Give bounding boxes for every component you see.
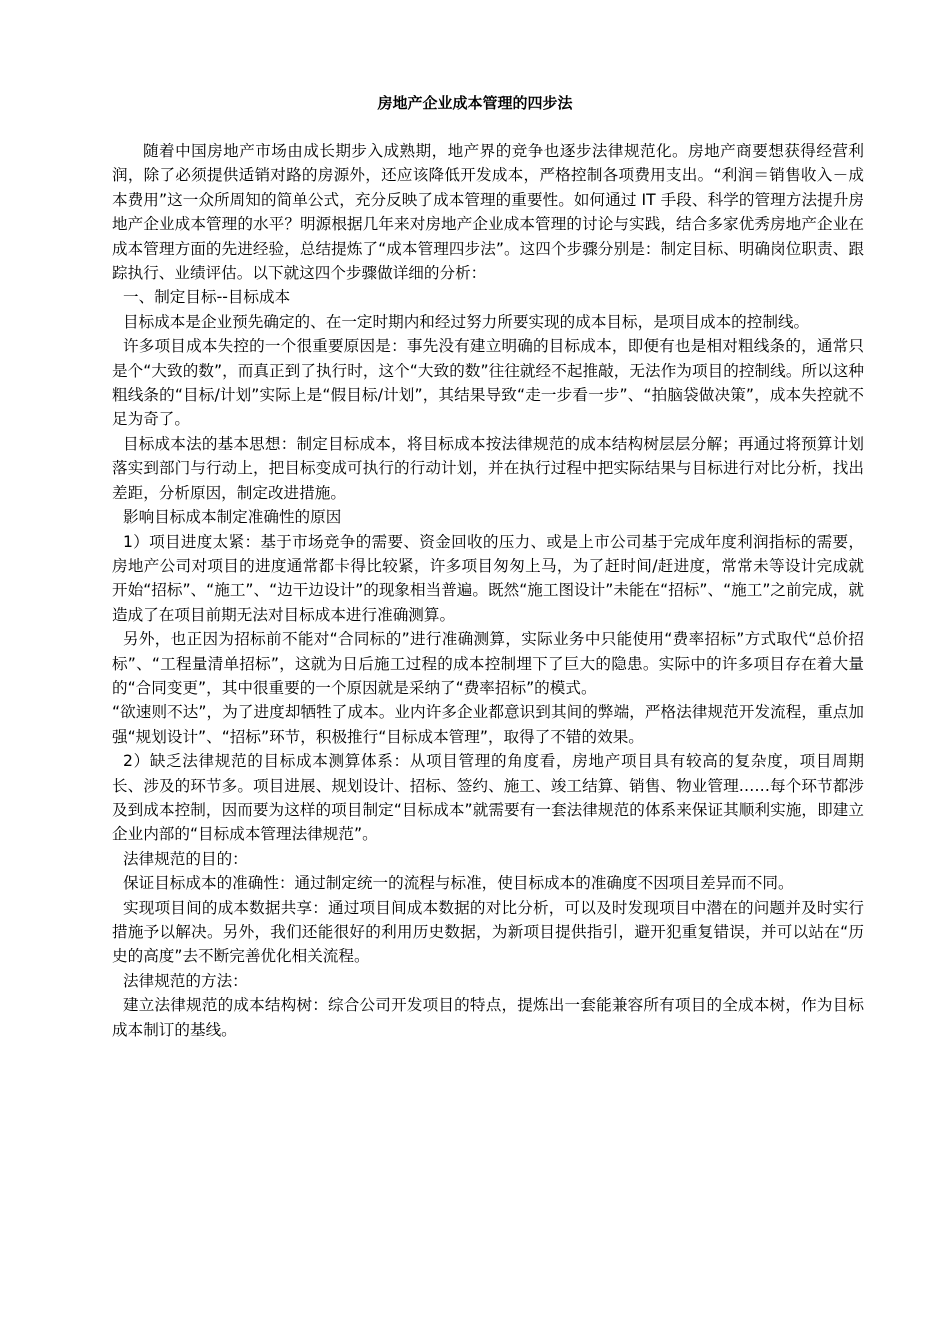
section-heading-1: 一、制定目标--目标成本 <box>123 288 291 307</box>
paragraph: 建立法律规范的成本结构树：综合公司开发项目的特点，提炼出一套能兼容所有项目的全成本树，作为目标成本制订的基线。 <box>112 996 864 1039</box>
paragraph: 另外，也正因为招标前不能对“合同标的”进行准确测算，实际业务中只能使用“费率招标”方式取代“总价招标”、“工程量清单招标”，这就为日后施工过程的成本控制埋下了巨大的隐患。实际中的许多项目存在着大量的“合同变更”，其中很重要的一个原因就是采纳了“费率招标”的模式。 <box>112 630 864 697</box>
paragraph: 许多项目成本失控的一个很重要原因是：事先没有建立明确的目标成本，即便有也是相对粗线条的，通常只是个“大致的数”，而真正到了执行时，这个“大致的数”往往就经不起推敲，无法作为项目的控制线。所以这种粗线条的“目标/计划”实际上是“假目标/计划”，其结果导致“走一步看一步”、“拍脑袋做决策”，成本失控就不足为奇了。 <box>112 337 864 429</box>
paragraph-intro: 随着中国房地产市场由成长期步入成熟期，地产界的竞争也逐步法律规范化。房地产商要想获得经营利润，除了必须提供适销对路的房源外，还应该降低开发成本，严格控制各项费用支出。“利润＝销售收入－成本费用”这一众所周知的简单公式，充分反映了成本管理的重要性。如何通过 IT 手段、科学的管理方法提升房地产企业成本管理的水平？明源根据几年来对房地产企业成本管理的讨论与实践，结合多家优秀房地产企业在成本管理方面的先进经验，总结提炼了“成本管理四步法”。这四个步骤分别是：制定目标、明确岗位职责、跟踪执行、业绩评估。以下就这四个步骤做详细的分析： <box>112 142 864 283</box>
paragraph: 保证目标成本的准确性：通过制定统一的流程与标准，使目标成本的准确度不因项目差异而不同。 <box>123 874 794 893</box>
paragraph: 目标成本法的基本思想：制定目标成本，将目标成本按法律规范的成本结构树层层分解；再通过将预算计划落实到部门与行动上，把目标变成可执行的行动计划，并在执行过程中把实际结果与目标进行对比分析，找出差距，分析原因，制定改进措施。 <box>112 434 864 502</box>
paragraph: 目标成本是企业预先确定的、在一定时期内和经过努力所要实现的成本目标，是项目成本的控制线。 <box>123 312 810 331</box>
paragraph: 2）缺乏法律规范的目标成本测算体系：从项目管理的角度看，房地产项目具有较高的复杂度，项目周期长、涉及的环节多。项目进展、规划设计、招标、签约、施工、竣工结算、销售、物业管理……每个环节都涉及到成本控制，因而要为这样的项目制定“目标成本”就需要有一套法律规范的体系来保证其顺利实施，即建立企业内部的“目标成本管理法律规范”。 <box>112 752 864 844</box>
paragraph: “欲速则不达”，为了进度却牺牲了成本。业内许多企业都意识到其间的弊端，严格法律规范开发流程，重点加强“规划设计”、“招标”环节，积极推行“目标成本管理”，取得了不错的效果。 <box>112 703 864 746</box>
paragraph: 实现项目间的成本数据共享：通过项目间成本数据的对比分析，可以及时发现项目中潜在的问题并及时实行措施予以解决。另外，我们还能很好的利用历史数据，为新项目提供指引，避开犯重复错误，并可以站在“历史的高度”去不断完善优化相关流程。 <box>112 898 864 966</box>
subheading: 法律规范的方法： <box>123 971 248 990</box>
subheading: 法律规范的目的： <box>123 849 248 868</box>
paragraph: 1）项目进度太紧：基于市场竞争的需要、资金回收的压力、或是上市公司基于完成年度利润指标的需要，房地产公司对项目的进度通常都卡得比较紧，许多项目匆匆上马，为了赶时间/赶进度，常常未等设计完成就开始“招标”、“施工”、“边干边设计”的现象相当普遍。既然“施工图设计”未能在“招标”、“施工”之前完成，就造成了在项目前期无法对目标成本进行准确测算。 <box>112 532 864 624</box>
document-body <box>112 139 864 1042</box>
subheading: 影响目标成本制定准确性的原因 <box>123 508 342 527</box>
document-title: 房地产企业成本管理的四步法 <box>377 94 573 112</box>
